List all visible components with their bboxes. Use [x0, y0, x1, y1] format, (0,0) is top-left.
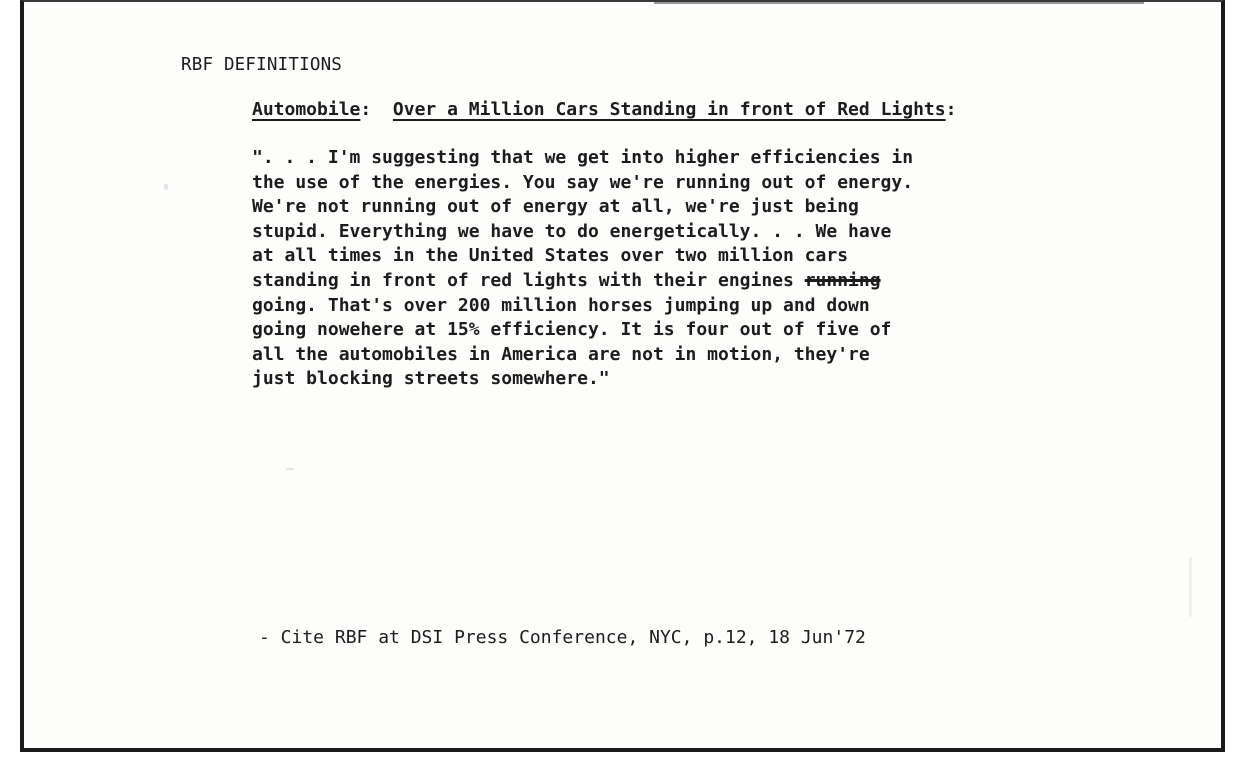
- subtitle-separator: :: [945, 99, 957, 120]
- page-header: RBF DEFINITIONS: [181, 55, 343, 75]
- quote-line: at all times in the United States over two million cars: [252, 245, 849, 267]
- definition-card: [20, 0, 1225, 752]
- struck-out-word: running: [804, 269, 881, 291]
- quote-line: stupid. Everything we have to do energetically. . . We have: [252, 220, 892, 242]
- quote-line: just blocking streets somewhere.": [252, 368, 610, 390]
- quote-line: the use of the energies. You say we're running out of energy.: [252, 171, 914, 193]
- definition-subtitle: Over a Million Cars Standing in front of Red Lights: [392, 99, 946, 120]
- term-separator: :: [360, 99, 372, 120]
- quote-line: ". . . I'm suggesting that we get into higher efficiencies in: [252, 147, 914, 168]
- definition-term: Automobile: [252, 99, 361, 120]
- paper-smudge: [286, 468, 294, 470]
- definition-heading: [252, 99, 956, 120]
- quote-line: We're not running out of energy at all, we're just being: [252, 196, 859, 218]
- quote-block: [252, 146, 1212, 392]
- quote-line: going. That's over 200 million horses jumping up and down: [252, 294, 870, 316]
- paper-smudge: [164, 184, 168, 190]
- quote-line: going nowehere at 15% efficiency. It is four out of five of: [252, 319, 892, 341]
- paper-smudge: [1189, 557, 1192, 617]
- quote-line-with-strikeout: [252, 269, 1212, 294]
- card-top-edge: [654, 2, 1144, 4]
- quote-line: all the automobiles in America are not in motion, they're: [252, 343, 870, 365]
- citation: - Cite RBF at DSI Press Conference, NYC, p.12, 18 Jun'72: [259, 627, 866, 648]
- quote-line-text: standing in front of red lights with their engines: [252, 269, 805, 291]
